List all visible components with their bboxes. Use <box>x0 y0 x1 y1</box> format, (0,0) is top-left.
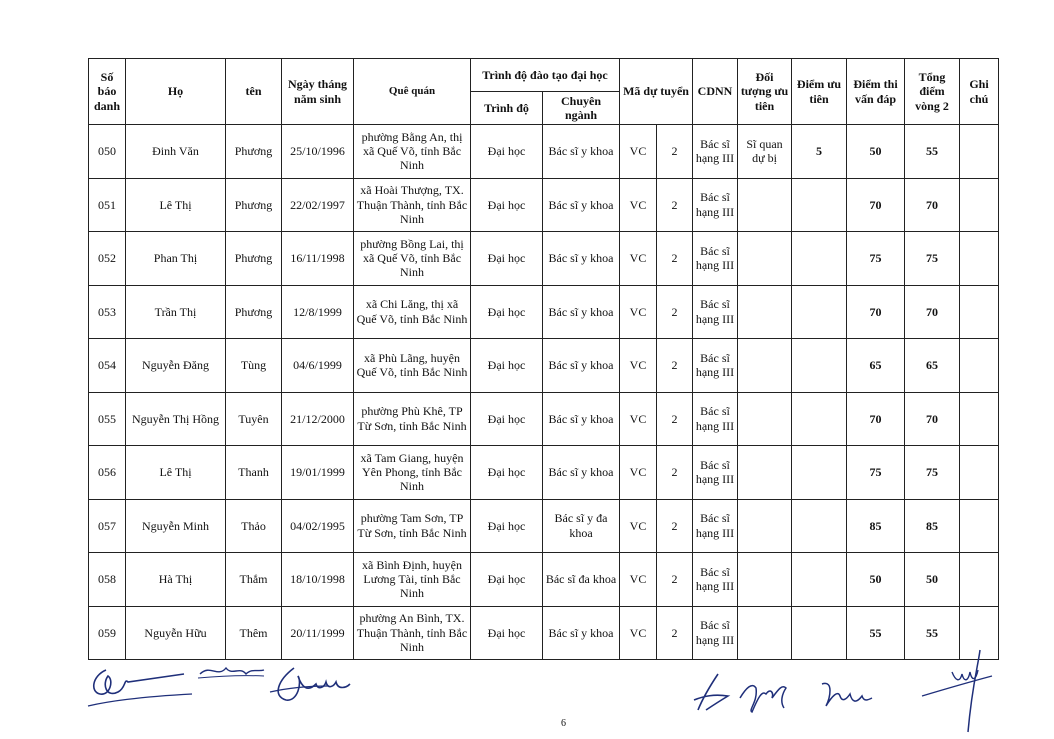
cell-diem-thi: 75 <box>847 446 905 500</box>
cell-trinh-do: Đại học <box>471 606 543 660</box>
cell-chuyen-nganh: Bác sĩ y đa khoa <box>543 499 620 553</box>
cell-trinh-do: Đại học <box>471 392 543 446</box>
cell-que-quan: xã Tam Giang, huyện Yên Phong, tỉnh Bắc Ninh <box>354 446 471 500</box>
cell-ma-du-tuyen-loai: VC <box>620 392 657 446</box>
cell-doi-tuong <box>738 553 792 607</box>
signature-left-2 <box>196 660 266 682</box>
cell-doi-tuong <box>738 499 792 553</box>
cell-ho: Hà Thị <box>126 553 226 607</box>
cell-cdnn: Bác sĩ hạng III <box>693 339 738 393</box>
cell-ma-du-tuyen-loai: VC <box>620 553 657 607</box>
cell-ho: Lê Thị <box>126 446 226 500</box>
cell-so-bao-danh: 058 <box>89 553 126 607</box>
table-row <box>89 553 999 607</box>
cell-que-quan: xã Phù Lãng, huyện Quế Võ, tỉnh Bắc Ninh <box>354 339 471 393</box>
header-diem-uu-tien: Điểm ưu tiên <box>792 59 847 125</box>
cell-ma-du-tuyen-so: 2 <box>657 499 693 553</box>
cell-chuyen-nganh: Bác sĩ y khoa <box>543 232 620 286</box>
header-ghi-chu: Ghi chú <box>960 59 999 125</box>
cell-trinh-do: Đại học <box>471 125 543 179</box>
cell-doi-tuong <box>738 606 792 660</box>
cell-chuyen-nganh: Bác sĩ y khoa <box>543 285 620 339</box>
cell-chuyen-nganh: Bác sĩ y khoa <box>543 125 620 179</box>
header-ho: Họ <box>126 59 226 125</box>
cell-doi-tuong <box>738 339 792 393</box>
cell-ma-du-tuyen-so: 2 <box>657 606 693 660</box>
cell-tong-diem: 75 <box>905 232 960 286</box>
cell-tong-diem: 70 <box>905 285 960 339</box>
cell-cdnn: Bác sĩ hạng III <box>693 553 738 607</box>
cell-que-quan: phường Bằng An, thị xã Quế Võ, tỉnh Bắc Ninh <box>354 125 471 179</box>
cell-ten: Thanh <box>226 446 282 500</box>
cell-ho: Phan Thị <box>126 232 226 286</box>
cell-ngay-sinh: 21/12/2000 <box>282 392 354 446</box>
header-diem-thi: Điểm thi vấn đáp <box>847 59 905 125</box>
cell-ghi-chu <box>960 499 999 553</box>
cell-ngay-sinh: 22/02/1997 <box>282 178 354 232</box>
cell-doi-tuong <box>738 178 792 232</box>
cell-ma-du-tuyen-loai: VC <box>620 285 657 339</box>
header-doi-tuong: Đối tượng ưu tiên <box>738 59 792 125</box>
cell-cdnn: Bác sĩ hạng III <box>693 499 738 553</box>
table-row <box>89 178 999 232</box>
cell-tong-diem: 75 <box>905 446 960 500</box>
cell-ghi-chu <box>960 125 999 179</box>
cell-ma-du-tuyen-so: 2 <box>657 285 693 339</box>
cell-ngay-sinh: 04/02/1995 <box>282 499 354 553</box>
cell-ten: Tuyên <box>226 392 282 446</box>
cell-diem-uu-tien <box>792 553 847 607</box>
cell-ghi-chu <box>960 392 999 446</box>
table-row <box>89 125 999 179</box>
cell-ten: Tùng <box>226 339 282 393</box>
cell-doi-tuong <box>738 232 792 286</box>
cell-so-bao-danh: 050 <box>89 125 126 179</box>
cell-ten: Thắm <box>226 553 282 607</box>
cell-que-quan: xã Bình Định, huyện Lương Tài, tỉnh Bắc Ninh <box>354 553 471 607</box>
table-row <box>89 339 999 393</box>
cell-ghi-chu <box>960 553 999 607</box>
cell-diem-thi: 70 <box>847 285 905 339</box>
cell-ma-du-tuyen-loai: VC <box>620 446 657 500</box>
cell-ma-du-tuyen-so: 2 <box>657 178 693 232</box>
header-trinh-do-group: Trình độ đào tạo đại học <box>471 59 620 92</box>
cell-ghi-chu <box>960 178 999 232</box>
cell-ma-du-tuyen-loai: VC <box>620 178 657 232</box>
cell-chuyen-nganh: Bác sĩ y khoa <box>543 392 620 446</box>
cell-diem-thi: 50 <box>847 553 905 607</box>
cell-chuyen-nganh: Bác sĩ y khoa <box>543 178 620 232</box>
cell-cdnn: Bác sĩ hạng III <box>693 125 738 179</box>
cell-ma-du-tuyen-so: 2 <box>657 392 693 446</box>
cell-ma-du-tuyen-so: 2 <box>657 339 693 393</box>
header-trinh-do: Trình độ <box>471 92 543 125</box>
cell-diem-uu-tien <box>792 499 847 553</box>
cell-ma-du-tuyen-loai: VC <box>620 125 657 179</box>
cell-cdnn: Bác sĩ hạng III <box>693 606 738 660</box>
header-que-quan: Quê quán <box>354 59 471 125</box>
cell-que-quan: xã Chi Lăng, thị xã Quế Võ, tỉnh Bắc Ninh <box>354 285 471 339</box>
cell-so-bao-danh: 056 <box>89 446 126 500</box>
cell-chuyen-nganh: Bác sĩ đa khoa <box>543 553 620 607</box>
cell-tong-diem: 55 <box>905 125 960 179</box>
cell-ten: Phương <box>226 178 282 232</box>
cell-ten: Phương <box>226 232 282 286</box>
table-row <box>89 606 999 660</box>
cell-diem-uu-tien <box>792 232 847 286</box>
cell-so-bao-danh: 059 <box>89 606 126 660</box>
cell-ma-du-tuyen-so: 2 <box>657 232 693 286</box>
cell-chuyen-nganh: Bác sĩ y khoa <box>543 446 620 500</box>
cell-trinh-do: Đại học <box>471 446 543 500</box>
cell-tong-diem: 50 <box>905 553 960 607</box>
cell-so-bao-danh: 053 <box>89 285 126 339</box>
cell-ngay-sinh: 19/01/1999 <box>282 446 354 500</box>
cell-ho: Nguyễn Hữu <box>126 606 226 660</box>
cell-ghi-chu <box>960 285 999 339</box>
cell-ten: Thêm <box>226 606 282 660</box>
table-row <box>89 232 999 286</box>
cell-diem-uu-tien <box>792 392 847 446</box>
cell-ma-du-tuyen-so: 2 <box>657 553 693 607</box>
cell-que-quan: phường Bồng Lai, thị xã Quế Võ, tỉnh Bắc Ninh <box>354 232 471 286</box>
cell-so-bao-danh: 055 <box>89 392 126 446</box>
cell-trinh-do: Đại học <box>471 232 543 286</box>
cell-diem-thi: 65 <box>847 339 905 393</box>
cell-ma-du-tuyen-loai: VC <box>620 232 657 286</box>
header-chuyen-nganh: Chuyên ngành <box>543 92 620 125</box>
cell-ho: Trần Thị <box>126 285 226 339</box>
cell-ngay-sinh: 20/11/1999 <box>282 606 354 660</box>
cell-chuyen-nganh: Bác sĩ y khoa <box>543 606 620 660</box>
table-body <box>89 125 999 660</box>
cell-diem-thi: 85 <box>847 499 905 553</box>
cell-ho: Nguyễn Đăng <box>126 339 226 393</box>
cell-diem-thi: 50 <box>847 125 905 179</box>
cell-doi-tuong: Sĩ quan dự bị <box>738 125 792 179</box>
table-row <box>89 285 999 339</box>
cell-que-quan: phường Tam Sơn, TP Từ Sơn, tỉnh Bắc Ninh <box>354 499 471 553</box>
cell-ten: Thảo <box>226 499 282 553</box>
cell-ngay-sinh: 12/8/1999 <box>282 285 354 339</box>
table-row <box>89 446 999 500</box>
cell-trinh-do: Đại học <box>471 285 543 339</box>
page-number: 6 <box>561 718 566 729</box>
cell-diem-thi: 75 <box>847 232 905 286</box>
cell-so-bao-danh: 051 <box>89 178 126 232</box>
cell-tong-diem: 55 <box>905 606 960 660</box>
cell-doi-tuong <box>738 446 792 500</box>
cell-so-bao-danh: 052 <box>89 232 126 286</box>
signature-right-4 <box>912 646 1002 736</box>
cell-chuyen-nganh: Bác sĩ y khoa <box>543 339 620 393</box>
cell-doi-tuong <box>738 285 792 339</box>
cell-trinh-do: Đại học <box>471 499 543 553</box>
header-cdnn: CDNN <box>693 59 738 125</box>
cell-tong-diem: 85 <box>905 499 960 553</box>
cell-ngay-sinh: 25/10/1996 <box>282 125 354 179</box>
cell-tong-diem: 65 <box>905 339 960 393</box>
cell-que-quan: phường Phù Khê, TP Từ Sơn, tỉnh Bắc Ninh <box>354 392 471 446</box>
cell-ngay-sinh: 18/10/1998 <box>282 553 354 607</box>
cell-trinh-do: Đại học <box>471 553 543 607</box>
cell-ten: Phương <box>226 285 282 339</box>
cell-diem-uu-tien: 5 <box>792 125 847 179</box>
cell-tong-diem: 70 <box>905 392 960 446</box>
candidate-score-table <box>88 58 999 660</box>
cell-ho: Đinh Văn <box>126 125 226 179</box>
cell-diem-uu-tien <box>792 606 847 660</box>
cell-que-quan: xã Hoài Thượng, TX. Thuận Thành, tỉnh Bắc Ninh <box>354 178 471 232</box>
cell-diem-uu-tien <box>792 446 847 500</box>
header-ngay-sinh: Ngày tháng năm sinh <box>282 59 354 125</box>
cell-ten: Phương <box>226 125 282 179</box>
cell-doi-tuong <box>738 392 792 446</box>
cell-tong-diem: 70 <box>905 178 960 232</box>
cell-cdnn: Bác sĩ hạng III <box>693 232 738 286</box>
signature-left-1 <box>84 658 194 708</box>
cell-ghi-chu <box>960 232 999 286</box>
cell-ma-du-tuyen-loai: VC <box>620 339 657 393</box>
cell-diem-thi: 70 <box>847 392 905 446</box>
cell-diem-uu-tien <box>792 285 847 339</box>
cell-diem-thi: 55 <box>847 606 905 660</box>
signature-right-2 <box>732 668 802 716</box>
cell-ngay-sinh: 16/11/1998 <box>282 232 354 286</box>
table-row <box>89 499 999 553</box>
cell-diem-uu-tien <box>792 339 847 393</box>
cell-que-quan: phường An Bình, TX. Thuận Thành, tỉnh Bắc Ninh <box>354 606 471 660</box>
cell-ma-du-tuyen-loai: VC <box>620 606 657 660</box>
cell-trinh-do: Đại học <box>471 339 543 393</box>
cell-ma-du-tuyen-so: 2 <box>657 446 693 500</box>
cell-ho: Nguyễn Minh <box>126 499 226 553</box>
table-header <box>89 59 999 125</box>
cell-so-bao-danh: 054 <box>89 339 126 393</box>
cell-diem-uu-tien <box>792 178 847 232</box>
cell-ghi-chu <box>960 339 999 393</box>
cell-trinh-do: Đại học <box>471 178 543 232</box>
signature-right-3 <box>816 674 876 718</box>
cell-cdnn: Bác sĩ hạng III <box>693 446 738 500</box>
cell-ma-du-tuyen-loai: VC <box>620 499 657 553</box>
cell-ghi-chu <box>960 446 999 500</box>
cell-ma-du-tuyen-so: 2 <box>657 125 693 179</box>
cell-cdnn: Bác sĩ hạng III <box>693 285 738 339</box>
signature-left-3 <box>268 662 358 710</box>
cell-cdnn: Bác sĩ hạng III <box>693 392 738 446</box>
cell-ho: Nguyễn Thị Hồng <box>126 392 226 446</box>
header-ma-du-tuyen: Mã dự tuyển <box>620 59 693 125</box>
cell-so-bao-danh: 057 <box>89 499 126 553</box>
cell-ngay-sinh: 04/6/1999 <box>282 339 354 393</box>
cell-ho: Lê Thị <box>126 178 226 232</box>
header-tong-diem: Tổng điểm vòng 2 <box>905 59 960 125</box>
table-row <box>89 392 999 446</box>
header-ten: tên <box>226 59 282 125</box>
cell-diem-thi: 70 <box>847 178 905 232</box>
header-so-bao-danh: Số báo danh <box>89 59 126 125</box>
cell-cdnn: Bác sĩ hạng III <box>693 178 738 232</box>
